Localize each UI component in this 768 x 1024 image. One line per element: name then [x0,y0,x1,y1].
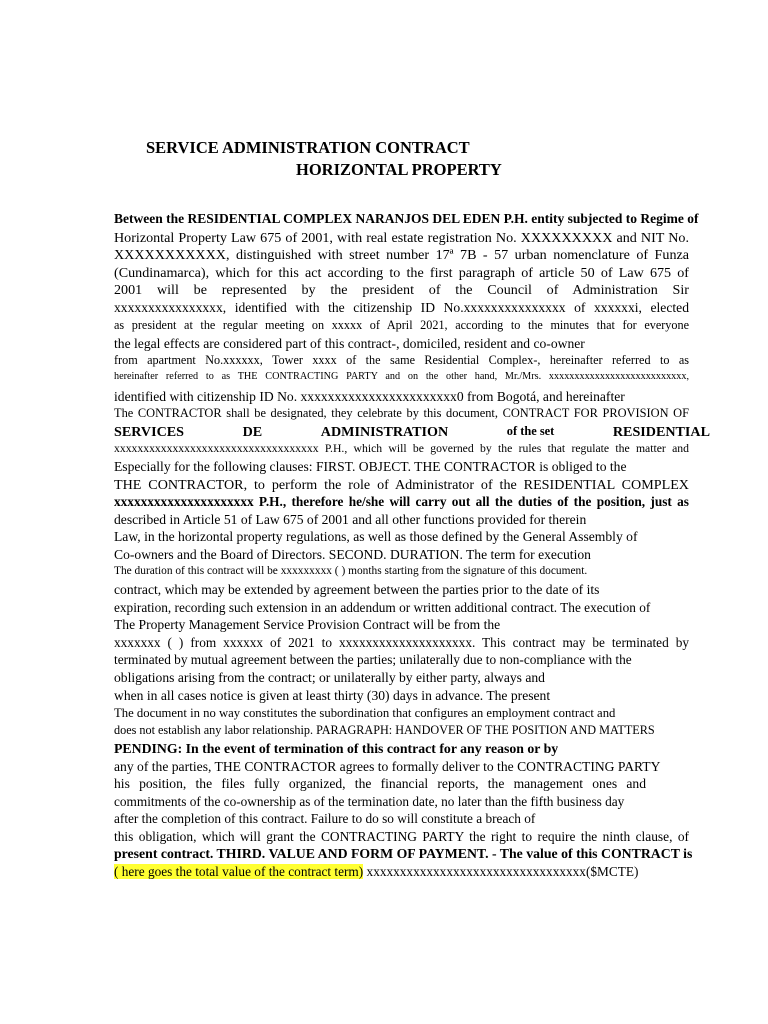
body-line: commitments of the co-ownership as of the termination date, no later than the fifth business day [114,794,625,809]
services-word: ADMINISTRATION [320,424,449,440]
body-line: The CONTRACTOR shall be designated, they celebrate by this document, CONTRACT FOR PROVISION OF [114,406,689,420]
body-line: when in all cases notice is given at least thirty (30) days in advance. The present [114,688,551,703]
body-line: Especially for the following clauses: FIRST. OBJECT. THE CONTRACTOR is obliged to the [114,459,627,474]
body-line: hereinafter referred to as THE CONTRACTING PARTY and on the other hand, Mr./Mrs. xxxxxxxxxxxxxxxxxxxxxxxxxxx, [114,371,689,382]
services-word: SERVICES [114,424,185,440]
body-line: Law, in the horizontal property regulations, as well as those defined by the General Assembly of [114,529,638,544]
body-line: expiration, recording such extension in an addendum or written additional contract. The execution of [114,600,651,615]
body-line: as president at the regular meeting on xxxxx of April 2021, according to the minutes that for everyone [114,318,689,332]
body-line: The Property Management Service Provision Contract will be from the [114,617,501,632]
services-word: of the set [506,424,555,438]
body-line: terminated by mutual agreement between the parties; unilaterally due to non-compliance with the [114,652,632,667]
body-line [114,424,710,440]
body-line: THE CONTRACTOR, to perform the role of Administrator of the RESIDENTIAL COMPLEX [114,477,689,493]
body-line: Horizontal Property Law 675 of 2001, with real estate registration No. XXXXXXXXX and NIT No. [114,230,689,246]
body-line: does not establish any labor relationship. PARAGRAPH: HANDOVER OF THE POSITION AND MATTERS [114,723,655,737]
body-line: PENDING: In the event of termination of this contract for any reason or by [114,741,559,756]
body-line: 2001 will be represented by the president of the Council of Administration Sir [114,282,689,298]
body-line [114,864,638,879]
body-line: obligations arising from the contract; or unilaterally by either party, always and [114,670,545,685]
body-line: after the completion of this contract. Failure to do so will constitute a breach of [114,811,536,826]
body-line: XXXXXXXXXXX, distinguished with street number 17ª 7B - 57 urban nomenclature of Funza [114,247,689,263]
body-line: The document in no way constitutes the subordination that configures an employment contract and [114,706,616,720]
value-placeholder: xxxxxxxxxxxxxxxxxxxxxxxxxxxxxxxxx($MCTE) [363,864,639,879]
services-word: RESIDENTIAL [612,424,710,440]
body-line: xxxxxxxxxxxxxxxxxxxxx P.H., therefore he/she will carry out all the duties of the position, just as [114,494,689,509]
body-line: Co-owners and the Board of Directors. SECOND. DURATION. The term for execution [114,547,591,562]
body-line: his position, the files fully organized, the financial reports, the management ones and [114,776,646,791]
highlighted-placeholder: ( here goes the total value of the contract term) [114,864,364,879]
body-line: (Cundinamarca), which for this act according to the first paragraph of article 50 of Law 675 of [114,265,689,281]
body-line: described in Article 51 of Law 675 of 2001 and all other functions provided for therein [114,512,587,527]
body-line: Between the RESIDENTIAL COMPLEX NARANJOS DEL EDEN P.H. entity subjected to Regime of [114,211,699,226]
contract-title: SERVICE ADMINISTRATION CONTRACT [146,138,470,157]
body-line: contract, which may be extended by agreement between the parties prior to the date of its [114,582,600,597]
body-line: identified with citizenship ID No. xxxxxxxxxxxxxxxxxxxxxxx0 from Bogotá, and hereinafter [114,389,625,404]
contract-subtitle: HORIZONTAL PROPERTY [296,160,502,179]
body-line: the legal effects are considered part of this contract-, domiciled, resident and co-owner [114,336,585,351]
body-line: xxxxxxx ( ) from xxxxxx of 2021 to xxxxxxxxxxxxxxxxxxxx. This contract may be terminated by [114,635,689,650]
body-line: xxxxxxxxxxxxxxxx, identified with the citizenship ID No.xxxxxxxxxxxxxxx of xxxxxxi, elected [114,300,689,315]
body-line: from apartment No.xxxxxx, Tower xxxx of the same Residential Complex-, hereinafter referred to as [114,353,689,367]
body-line: this obligation, which will grant the CONTRACTING PARTY the right to require the ninth clause, of [114,829,689,844]
body-line: xxxxxxxxxxxxxxxxxxxxxxxxxxxxxxxxxxx P.H., which will be governed by the rules that regulate the matter and [114,442,689,455]
body-line: present contract. THIRD. VALUE AND FORM OF PAYMENT. - The value of this CONTRACT is [114,846,693,861]
services-word: DE [242,424,263,440]
body-line: any of the parties, THE CONTRACTOR agrees to formally deliver to the CONTRACTING PARTY [114,759,661,774]
body-line: The duration of this contract will be xxxxxxxxx ( ) months starting from the signature of this document. [114,565,588,577]
